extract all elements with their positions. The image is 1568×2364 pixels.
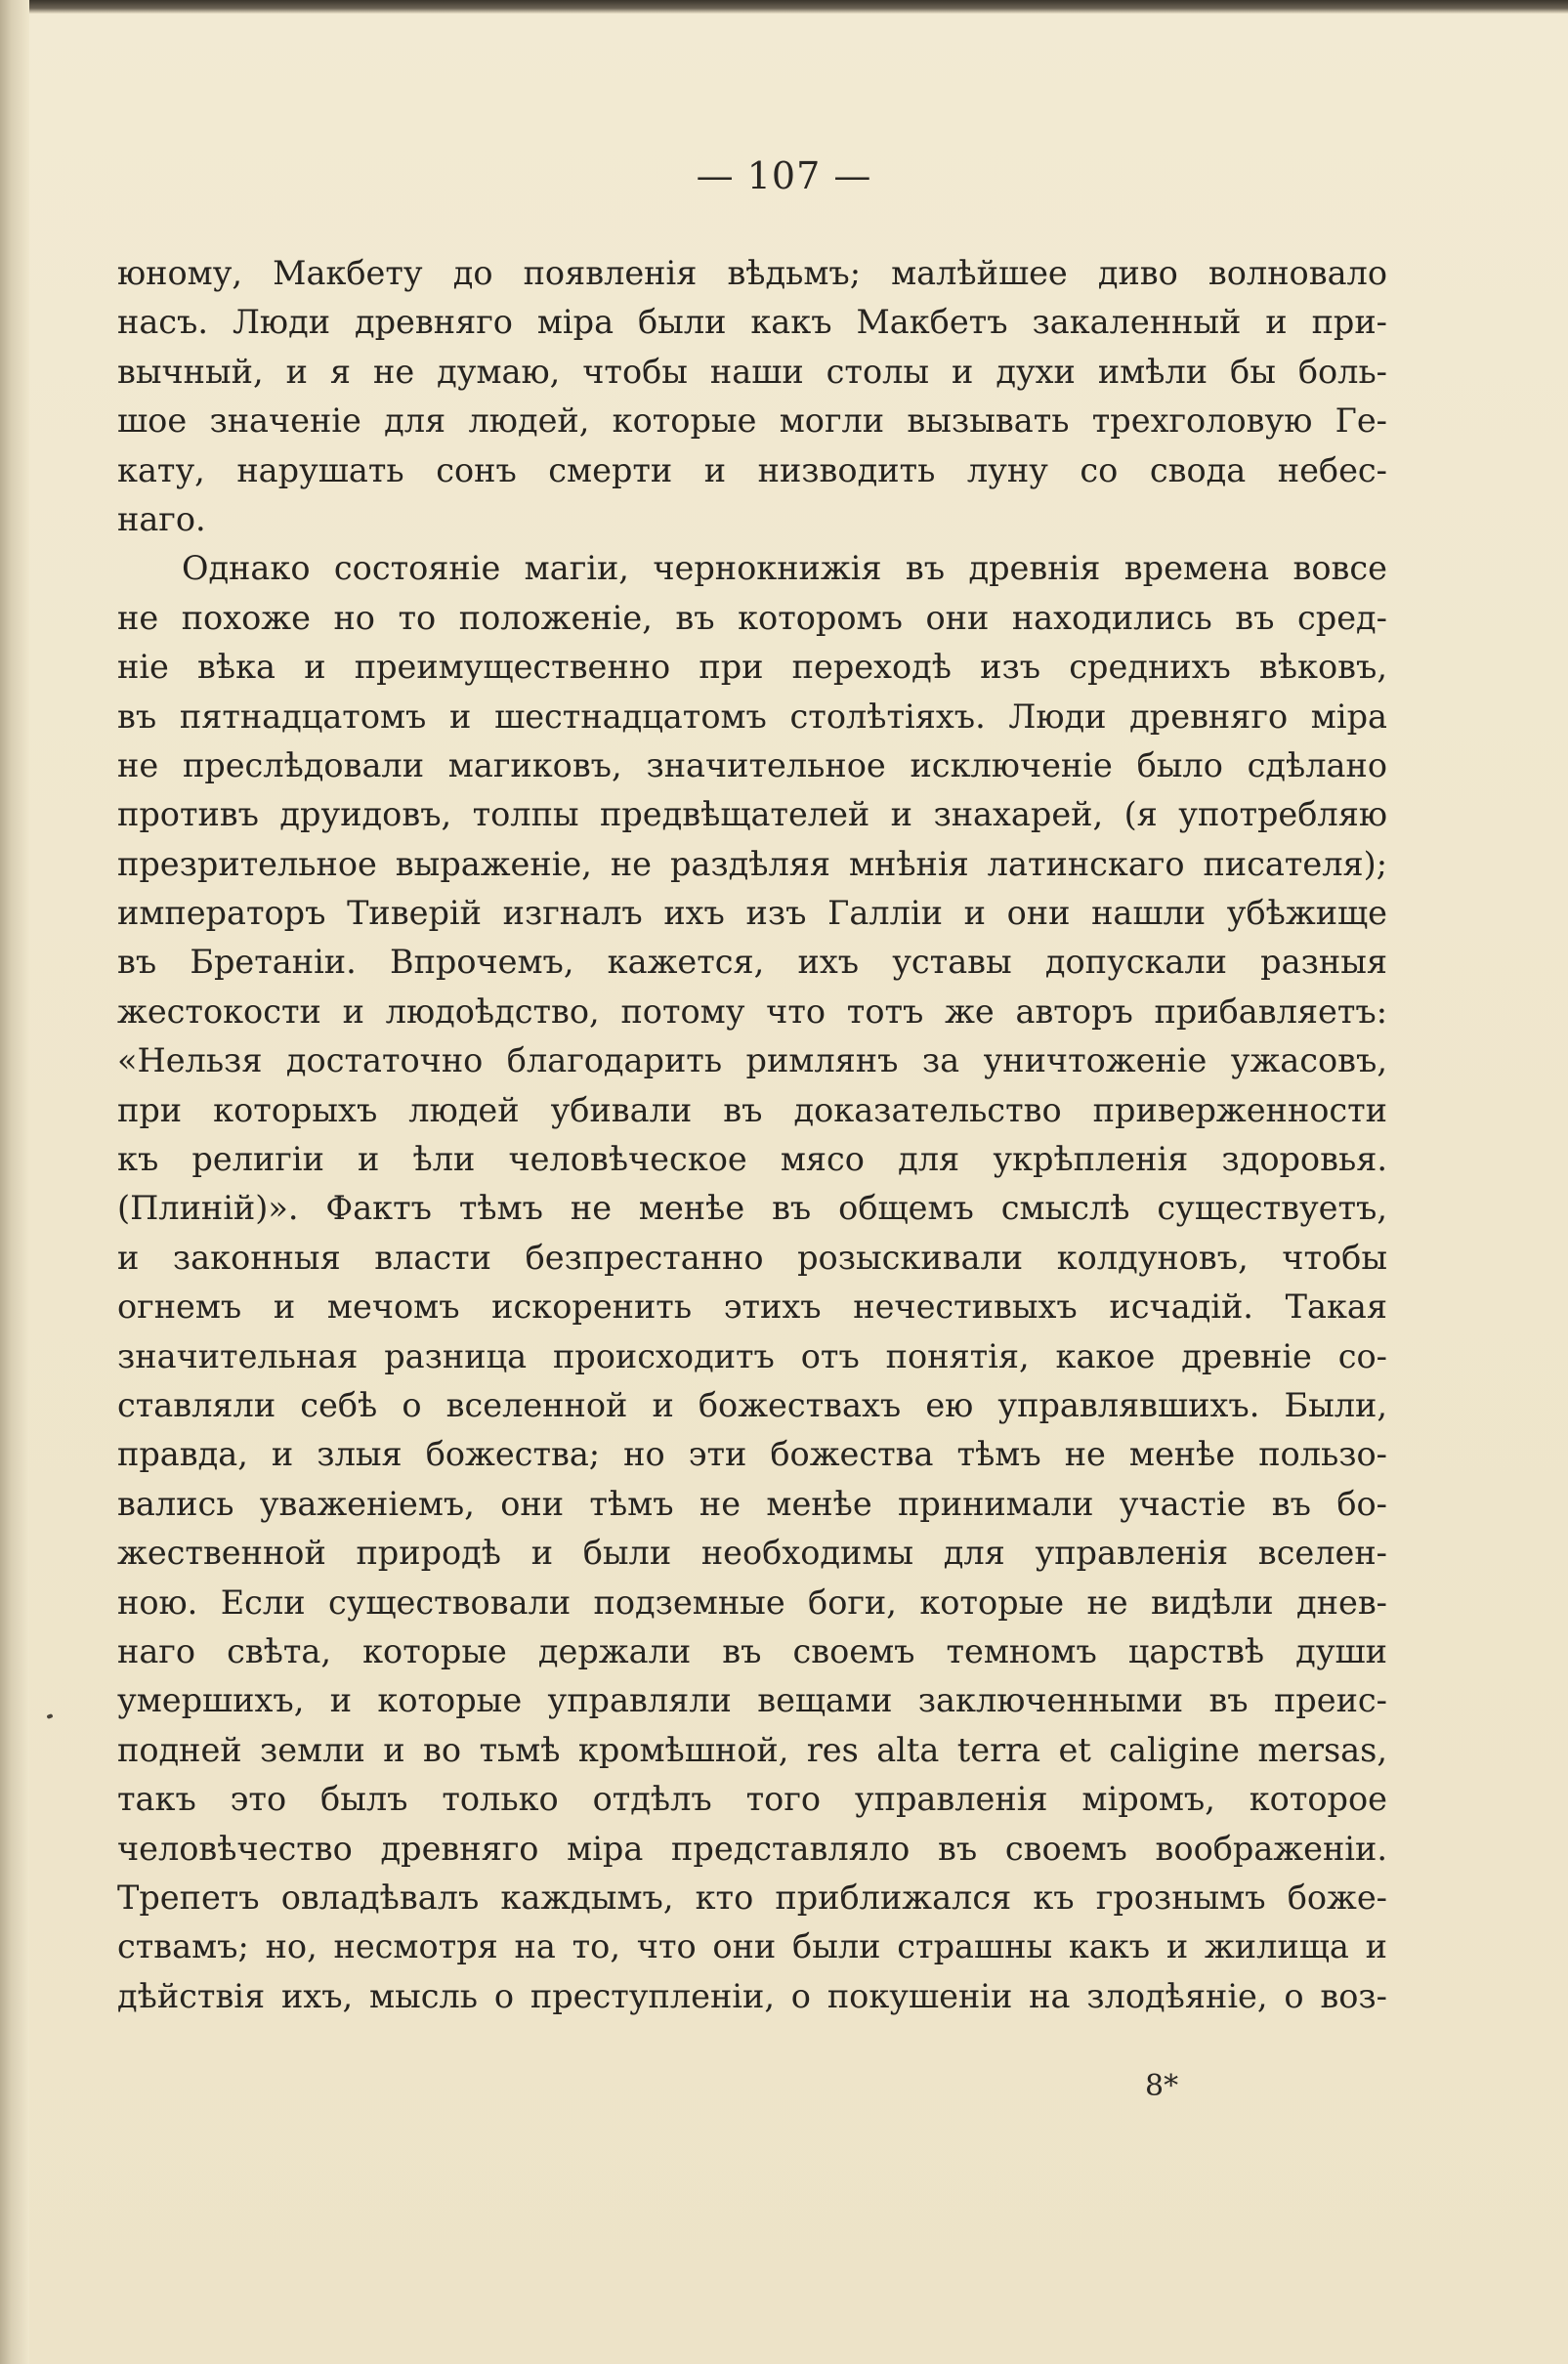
text-line: наго свѣта, которые держали въ своемъ темномъ царствѣ души (117, 1631, 1387, 1670)
body-text (117, 249, 1387, 2021)
text-line: и законныя власти безпрестанно розыскивали колдуновъ, чтобы (117, 1238, 1387, 1277)
text-line: насъ. Люди древняго міра были какъ Макбетъ закаленный и при- (117, 303, 1387, 342)
text-line: значительная разница происходитъ отъ понятія, какое древніе со- (117, 1336, 1387, 1375)
text-line: наго. (117, 499, 206, 538)
text-line: вались уваженіемъ, они тѣмъ не менѣе принимали участіе въ бо- (117, 1484, 1387, 1523)
text-line: къ религіи и ѣли человѣческое мясо для укрѣпленія здоровья. (117, 1140, 1387, 1179)
text-line: шое значеніе для людей, которые могли вызывать трехголовую Ге- (117, 401, 1387, 441)
text-line: юному, Макбету до появленія вѣдьмъ; малѣйшее диво волновало (117, 254, 1387, 292)
ink-speck (46, 1713, 53, 1719)
page-top-edge (0, 0, 1568, 14)
text-line: презрительное выраженіе, не раздѣляя мнѣнія латинскаго писателя); (117, 844, 1387, 883)
text-line: противъ друидовъ, толпы предвѣщателей и знахарей, (я употребляю (117, 795, 1387, 834)
text-line: ставляли себѣ о вселенной и божествахъ ею управлявшихъ. Были, (117, 1385, 1387, 1424)
signature-mark: 8* (1145, 2069, 1179, 2103)
text-line: подней земли и во тьмѣ кромѣшной, res alta terra et caligine mersas, (117, 1730, 1387, 1769)
text-line: такъ это былъ только отдѣлъ того управленія міромъ, которое (117, 1780, 1387, 1819)
text-line: человѣчество древняго міра представляло въ своемъ воображеніи. (117, 1829, 1387, 1868)
text-line: дѣйствія ихъ, мысль о преступленіи, о покушеніи на злодѣяніе, о воз- (117, 1976, 1387, 2015)
text-line: не преслѣдовали магиковъ, значительное исключеніе было сдѣлано (117, 745, 1387, 784)
text-line: кату, нарушать сонъ смерти и низводить луну со свода небес- (117, 450, 1387, 489)
text-line: ствамъ; но, несмотря на то, что они были страшны какъ и жилища и (117, 1927, 1387, 1966)
page-number: — 107 — (696, 154, 872, 197)
text-line: ною. Если существовали подземные боги, которые не видѣли днев- (117, 1583, 1387, 1622)
text-line: императоръ Тиверій изгналъ ихъ изъ Галліи и они нашли убѣжище (117, 894, 1387, 933)
text-line: (Плиній)». Фактъ тѣмъ не менѣе въ общемъ смыслѣ существуетъ, (117, 1189, 1387, 1228)
text-line: умершихъ, и которые управляли вещами заключенными въ преис- (117, 1681, 1387, 1720)
text-line: «Нельзя достаточно благодарить римлянъ за уничтоженіе ужасовъ, (117, 1041, 1387, 1080)
text-line: правда, и злыя божества; но эти божества тѣмъ не менѣе пользо- (117, 1435, 1387, 1474)
text-line: въ Бретаніи. Впрочемъ, кажется, ихъ уставы допускали разныя (117, 943, 1387, 982)
text-line: жестокости и людоѣдство, потому что тотъ же авторъ прибавляетъ: (117, 992, 1387, 1031)
text-line: жественной природѣ и были необходимы для управленія вселен- (117, 1534, 1387, 1573)
text-line: не похоже но то положеніе, въ которомъ они находились въ сред- (117, 598, 1387, 637)
text-line: Однако состояніе магіи, чернокнижія въ древнія времена вовсе (182, 549, 1387, 588)
text-line: вычный, и я не думаю, чтобы наши столы и духи имѣли бы боль- (117, 352, 1387, 391)
text-line: въ пятнадцатомъ и шестнадцатомъ столѣтіяхъ. Люди древняго міра (117, 697, 1387, 736)
text-line: при которыхъ людей убивали въ доказательство приверженности (117, 1090, 1387, 1129)
page-binding-edge (0, 0, 29, 2364)
text-line: огнемъ и мечомъ искоренить этихъ нечестивыхъ исчадій. Такая (117, 1288, 1387, 1327)
text-line: ніе вѣка и преимущественно при переходѣ изъ среднихъ вѣковъ, (117, 648, 1387, 687)
text-line: Трепетъ овладѣвалъ каждымъ, кто приближался къ грознымъ боже- (117, 1878, 1387, 1917)
